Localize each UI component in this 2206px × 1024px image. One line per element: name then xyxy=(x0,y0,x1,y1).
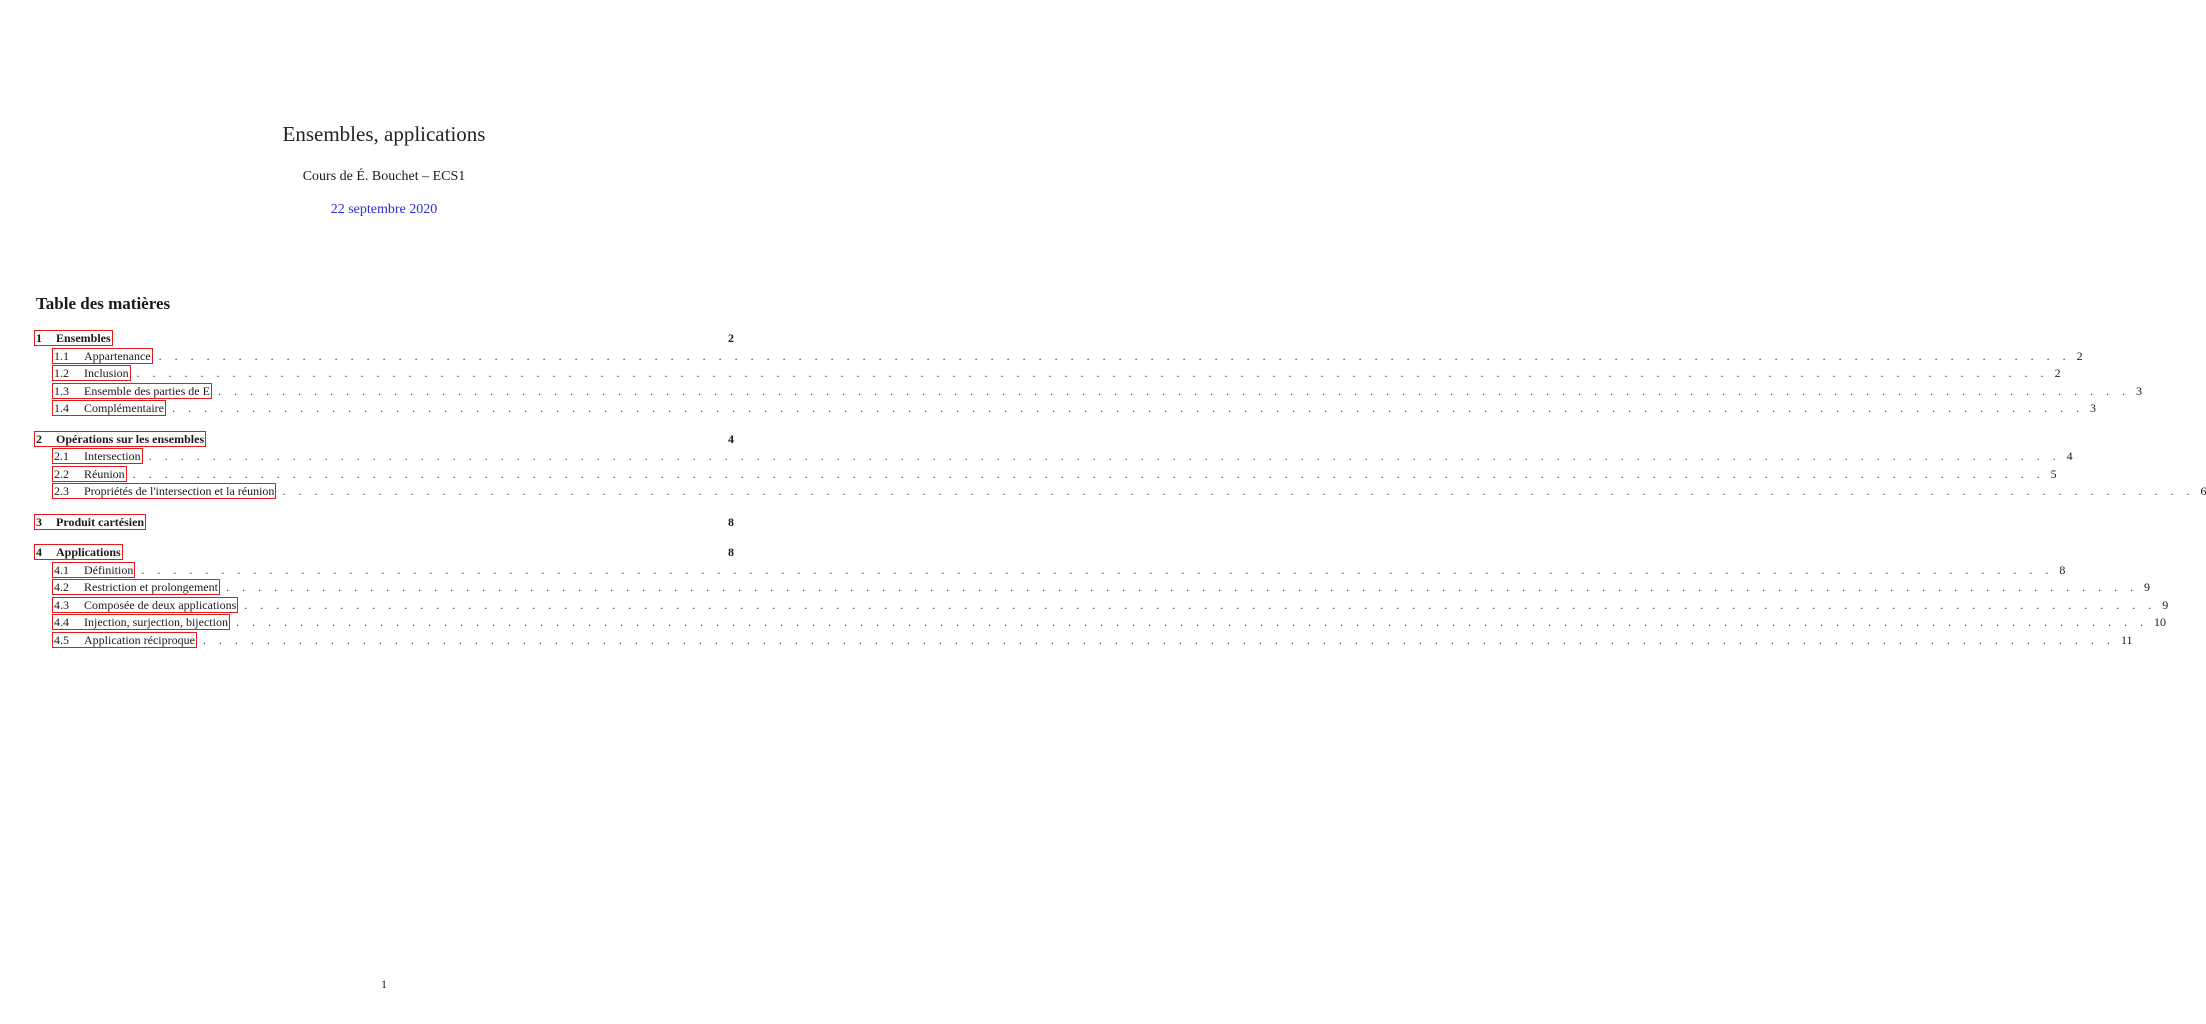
toc-dot-leader: . . . . . . . . . . . . . . . . . . . . . . . . . . . . . . . . . . . . . . . . . . . . . . . . . . . . . . . . . . . . . . . . . . . . . . . . . . . . . . . . . . . . . . . . . . . . . . . . . . . . . . . . . . . . . . . . . . . . . . . . xyxy=(235,615,2148,629)
toc-subsection-page: 8 xyxy=(2059,562,2066,577)
toc-subsection-row xyxy=(34,614,2166,632)
toc-subsection-page: 3 xyxy=(2089,401,2096,415)
toc-section-title: Produit cartésien xyxy=(56,514,145,529)
toc-subsection-page: 11 xyxy=(2120,632,2133,647)
toc-dot-leader: . . . . . . . . . . . . . . . . . . . . . . . . . . . . . . . . . . . . . . . . . . . . . . . . . . . . . . . . . . . . . . . . . . . . . . . . . . . . . . . . . . . . . . . . . . . . . . . . . . . . . . . . . . . . . . . . . . . . . . . . xyxy=(136,366,2049,380)
toc-subsection-page: 9 xyxy=(2143,580,2150,594)
toc-section-row xyxy=(34,330,734,348)
toc-subsection-title: Complémentaire xyxy=(84,401,164,415)
toc-dot-leader: . . . . . . . . . . . . . . . . . . . . . . . . . . . . . . . . . . . . . . . . . . . . . . . . . . . . . . . . . . . . . . . . . . . . . . . . . . . . . . . . . . . . . . . . . . . . . . . . . . . . . . . . . . . . . . . . . . . . . . . . xyxy=(158,348,2071,363)
toc-subsection-row xyxy=(34,365,2061,383)
toc-subsection-number: 1.3 xyxy=(54,383,69,398)
toc-subsection-link[interactable] xyxy=(52,579,220,595)
toc-subsection-title: Réunion xyxy=(84,466,125,481)
toc-dot-leader: . . . . . . . . . . . . . . . . . . . . . . . . . . . . . . . . . . . . . . . . . . . . . . . . . . . . . . . . . . . . . . . . . . . . . . . . . . . . . . . . . . . . . . . . . . . . . . . . . . . . . . . . . . . . . . . . . . . . . . . . xyxy=(202,632,2115,647)
toc-section-number: 2 xyxy=(36,431,42,446)
toc-section-number: 1 xyxy=(36,331,42,345)
toc-subsection-number: 1.2 xyxy=(54,366,69,380)
toc-section-link[interactable] xyxy=(34,330,113,346)
toc-section-link[interactable] xyxy=(34,544,123,560)
toc-dot-leader: . . . . . . . . . . . . . . . . . . . . . . . . . . . . . . . . . . . . . . . . . . . . . . . . . . . . . . . . . . . . . . . . . . . . . . . . . . . . . . . . . . . . . . . . . . . . . . . . . . . . . . . . . . . . . . . . . . . . . . . . xyxy=(132,466,2045,481)
toc-subsection-title: Composée de deux applications xyxy=(84,597,237,612)
toc-subsection-link[interactable] xyxy=(52,365,131,381)
toc-subsection-title: Ensemble des parties de E xyxy=(84,383,210,398)
toc-subsection-row xyxy=(34,448,2073,466)
toc-section-title: Applications xyxy=(56,545,121,559)
toc-subsection-link[interactable] xyxy=(52,483,276,499)
document-author: Cours de É. Bouchet – ECS1 xyxy=(302,169,466,184)
toc-subsection-title: Restriction et prolongement xyxy=(84,580,218,594)
toc-subsection-link[interactable] xyxy=(52,466,127,482)
toc-subsection-title: Définition xyxy=(84,562,134,577)
toc-heading: Table des matières xyxy=(36,294,171,313)
toc-section-row xyxy=(34,514,734,532)
toc-subsection-number: 4.4 xyxy=(54,615,69,629)
toc-subsection-link[interactable] xyxy=(52,597,238,613)
document-title: Ensembles, applications xyxy=(282,122,486,146)
toc-subsection-number: 1.1 xyxy=(54,348,69,363)
toc-subsection-row xyxy=(34,466,2057,484)
toc-subsection-link[interactable] xyxy=(52,383,212,399)
toc-section-row xyxy=(34,544,734,562)
toc-subsection-number: 1.4 xyxy=(54,401,69,415)
toc-subsection-row xyxy=(34,632,2133,650)
toc-subsection-link[interactable] xyxy=(52,562,135,578)
toc-subsection-number: 4.2 xyxy=(54,580,69,594)
toc-subsection-page: 3 xyxy=(2135,383,2142,398)
toc-subsection-page: 2 xyxy=(2054,366,2061,380)
toc-section-page: 8 xyxy=(728,545,734,559)
toc-dot-leader: . . . . . . . . . . . . . . . . . . . . . . . . . . . . . . . . . . . . . . . . . . . . . . . . . . . . . . . . . . . . . . . . . . . . . . . . . . . . . . . . . . . . . . . . . . . . . . . . . . . . . . . . . . . . . . . . . . . . . . . . xyxy=(141,562,2054,577)
toc-subsection-number: 4.5 xyxy=(54,632,69,647)
table-of-contents xyxy=(34,330,2206,649)
toc-subsection-row xyxy=(34,597,2169,615)
toc-subsection-link[interactable] xyxy=(52,348,153,364)
toc-section-link[interactable] xyxy=(34,431,206,447)
toc-section-title: Ensembles xyxy=(56,331,111,345)
toc-subsection-page: 2 xyxy=(2076,348,2083,363)
toc-subsection-link[interactable] xyxy=(52,400,166,416)
toc-dot-leader: . . . . . . . . . . . . . . . . . . . . . . . . . . . . . . . . . . . . . . . . . . . . . . . . . . . . . . . . . . . . . . . . . . . . . . . . . . . . . . . . . . . . . . . . . . . . . . . . . . . . . . . . . . . . . . . . . . . . . . . . xyxy=(217,383,2130,398)
toc-dot-leader: . . . . . . . . . . . . . . . . . . . . . . . . . . . . . . . . . . . . . . . . . . . . . . . . . . . . . . . . . . . . . . . . . . . . . . . . . . . . . . . . . . . . . . . . . . . . . . . . . . . . . . . . . . . . . . . . . . . . . . . . xyxy=(171,401,2084,415)
toc-subsection-row xyxy=(34,400,2096,418)
toc-subsection-row xyxy=(34,383,2142,401)
toc-subsection-title: Injection, surjection, bijection xyxy=(84,615,228,629)
toc-section-page: 8 xyxy=(728,514,734,529)
toc-subsection-row xyxy=(34,483,2206,501)
toc-subsection-number: 2.2 xyxy=(54,466,69,481)
document-date: 22 septembre 2020 xyxy=(330,202,438,217)
toc-subsection-page: 9 xyxy=(2162,597,2169,612)
toc-subsection-link[interactable] xyxy=(52,448,143,464)
toc-subsection-number: 4.3 xyxy=(54,597,69,612)
toc-section-page: 4 xyxy=(728,431,734,446)
toc-subsection-number: 4.1 xyxy=(54,562,69,577)
toc-subsection-title: Intersection xyxy=(84,449,141,463)
toc-subsection-title: Inclusion xyxy=(84,366,129,380)
toc-subsection-number: 2.3 xyxy=(54,484,69,498)
page-number: 1 xyxy=(381,977,387,991)
toc-subsection-title: Propriétés de l'intersection et la réunion xyxy=(84,484,275,498)
toc-subsection-page: 4 xyxy=(2066,449,2073,463)
toc-dot-leader: . . . . . . . . . . . . . . . . . . . . . . . . . . . . . . . . . . . . . . . . . . . . . . . . . . . . . . . . . . . . . . . . . . . . . . . . . . . . . . . . . . . . . . . . . . . . . . . . . . . . . . . . . . . . . . . . . . . . . . . . xyxy=(148,449,2061,463)
toc-section-page: 2 xyxy=(728,331,734,345)
toc-subsection-row xyxy=(34,562,2066,580)
toc-section-number: 3 xyxy=(36,514,42,529)
toc-subsection-link[interactable] xyxy=(52,614,230,630)
toc-subsection-row xyxy=(34,348,2083,366)
toc-section-row xyxy=(34,431,734,449)
toc-subsection-row xyxy=(34,579,2150,597)
toc-subsection-page: 6 xyxy=(2200,484,2206,498)
toc-subsection-title: Appartenance xyxy=(84,348,151,363)
toc-subsection-page: 5 xyxy=(2050,466,2057,481)
toc-subsection-page: 10 xyxy=(2153,615,2166,629)
toc-subsection-link[interactable] xyxy=(52,632,197,648)
toc-section-title: Opérations sur les ensembles xyxy=(56,431,205,446)
toc-subsection-number: 2.1 xyxy=(54,449,69,463)
toc-dot-leader: . . . . . . . . . . . . . . . . . . . . . . . . . . . . . . . . . . . . . . . . . . . . . . . . . . . . . . . . . . . . . . . . . . . . . . . . . . . . . . . . . . . . . . . . . . . . . . . . . . . . . . . . . . . . . . . . . . . . . . . . xyxy=(244,597,2157,612)
toc-dot-leader: . . . . . . . . . . . . . . . . . . . . . . . . . . . . . . . . . . . . . . . . . . . . . . . . . . . . . . . . . . . . . . . . . . . . . . . . . . . . . . . . . . . . . . . . . . . . . . . . . . . . . . . . . . . . . . . . . . . . . . . . xyxy=(282,484,2195,498)
toc-dot-leader: . . . . . . . . . . . . . . . . . . . . . . . . . . . . . . . . . . . . . . . . . . . . . . . . . . . . . . . . . . . . . . . . . . . . . . . . . . . . . . . . . . . . . . . . . . . . . . . . . . . . . . . . . . . . . . . . . . . . . . . . xyxy=(225,580,2138,594)
toc-section-number: 4 xyxy=(36,545,42,559)
toc-subsection-title: Application réciproque xyxy=(84,632,195,647)
toc-section-link[interactable] xyxy=(34,514,146,530)
